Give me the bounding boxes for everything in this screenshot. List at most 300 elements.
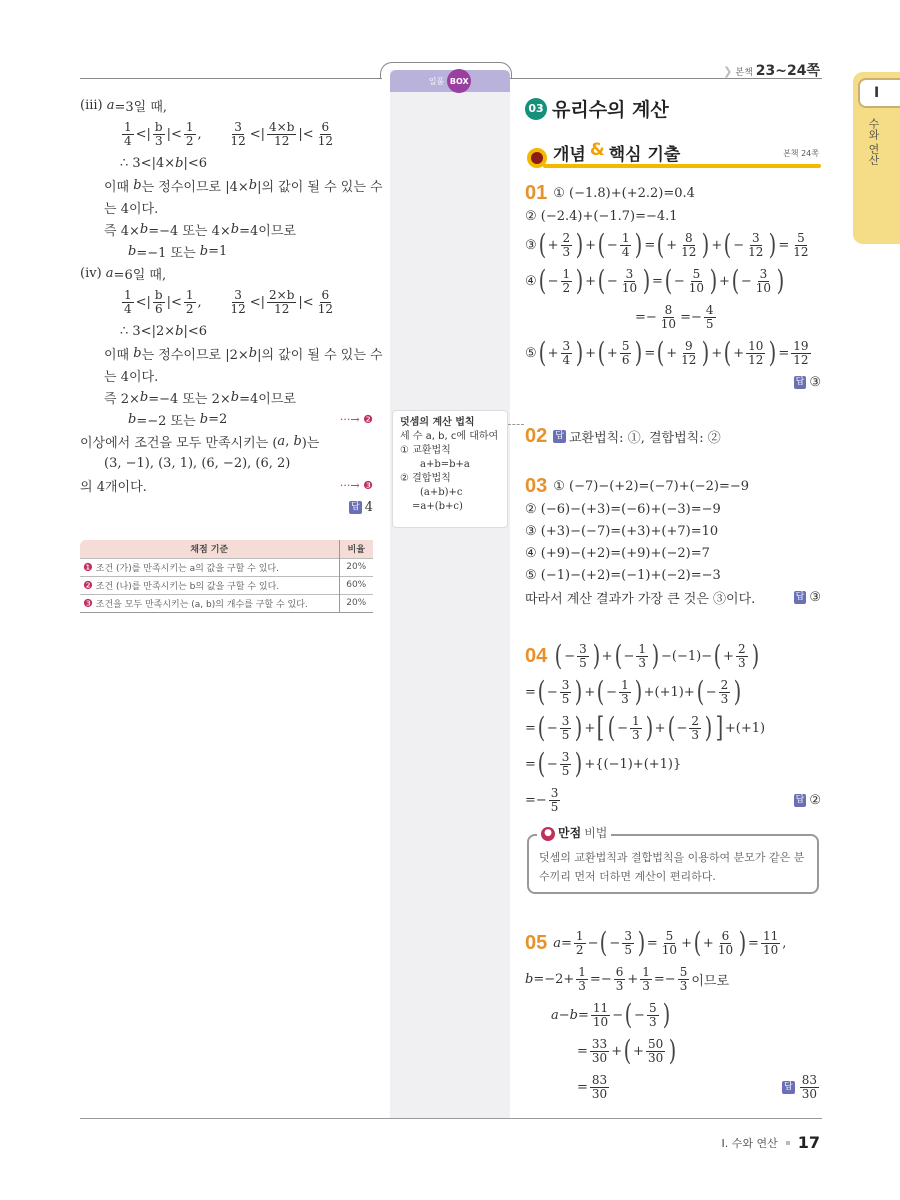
math-text: ∴ 3<|4× xyxy=(120,155,176,171)
fraction xyxy=(590,1074,609,1101)
math-line xyxy=(525,746,821,782)
numerator: 3 xyxy=(625,266,634,281)
table-row xyxy=(80,594,373,612)
math-text: ④ xyxy=(525,273,537,289)
math-text: = xyxy=(652,273,663,289)
math-text: + xyxy=(711,237,723,253)
math-text: = xyxy=(778,345,790,361)
big-bracket: ) xyxy=(575,228,584,261)
math-text: ③ xyxy=(809,374,821,390)
fraction xyxy=(184,121,196,148)
numerator: 1 xyxy=(185,119,194,134)
math-text: + xyxy=(702,935,714,951)
denominator: 12 xyxy=(274,133,290,148)
math-text: + xyxy=(666,345,678,361)
big-bracket: ) xyxy=(702,228,710,261)
denominator: 30 xyxy=(801,1086,817,1101)
math-text: = xyxy=(525,684,536,700)
numerator: 3 xyxy=(550,785,559,800)
big-bracket: ) xyxy=(738,926,747,959)
math-line xyxy=(80,262,373,284)
denominator: 2 xyxy=(185,133,194,148)
math-text: ③ (+3)−(−7)=(+3)+(+7)=10 xyxy=(525,523,719,539)
math-text: − xyxy=(564,648,576,664)
math-text: 즉 2× xyxy=(104,391,140,407)
numerator: 83 xyxy=(801,1072,817,1087)
fraction xyxy=(561,340,573,367)
numerator: 1 xyxy=(621,230,630,245)
math-text: + xyxy=(584,720,596,736)
step-marker: ···→ ❷ xyxy=(339,412,373,426)
big-bracket: ( xyxy=(667,711,675,744)
fraction xyxy=(630,715,642,742)
numerator: 4×b xyxy=(269,119,295,134)
denominator: 3 xyxy=(615,978,624,993)
denominator: 3 xyxy=(691,727,699,742)
denominator: 2 xyxy=(575,942,584,957)
denominator: 3 xyxy=(642,978,650,993)
criteria-text: 조건 (가)를 만족시키는 a의 값을 구할 수 있다. xyxy=(95,563,279,574)
step-marker: ❸ xyxy=(83,596,93,610)
math-text: <| xyxy=(135,126,151,142)
math-line xyxy=(80,116,373,152)
math-line xyxy=(525,371,821,393)
answer-group xyxy=(349,500,373,515)
numerator: 2 xyxy=(737,641,746,656)
math-text: = xyxy=(644,345,656,361)
big-bracket: ] xyxy=(715,711,724,744)
math-text: − xyxy=(623,648,635,664)
numerator: 11 xyxy=(762,928,779,943)
variable: a xyxy=(105,265,114,281)
math-text: 따라서 계산 결과가 가장 큰 것은 ③이다. xyxy=(525,591,756,607)
math-text: − xyxy=(558,1007,570,1023)
numerator: 6 xyxy=(721,928,730,943)
math-line xyxy=(525,564,821,586)
addition-laws-box xyxy=(392,410,508,528)
problem-02 xyxy=(525,425,821,448)
math-line xyxy=(525,997,821,1033)
big-bracket: ( xyxy=(596,675,605,708)
math-text: − xyxy=(617,720,629,736)
math-text: =−2 또는 xyxy=(136,413,200,429)
math-text: + xyxy=(654,720,666,736)
fraction xyxy=(228,121,247,148)
math-line xyxy=(525,542,821,564)
math-text: + xyxy=(633,1043,644,1059)
step-marker: ···→ ❸ xyxy=(339,478,373,492)
math-text: −(−1)− xyxy=(661,648,713,664)
box-line: 세 수 a, b, c에 대하여 xyxy=(400,431,499,442)
numerator: 5 xyxy=(679,964,688,979)
big-bracket: ) xyxy=(668,1034,677,1067)
math-text: 교환법칙: ①, 결합법칙: ② xyxy=(568,431,721,446)
ratio-value: 20% xyxy=(339,558,373,576)
math-text: = xyxy=(561,935,572,951)
denominator: 5 xyxy=(561,727,570,742)
big-bracket: ( xyxy=(693,926,702,959)
numerator: 1 xyxy=(124,119,132,134)
footer-separator xyxy=(786,1141,790,1145)
answer-group xyxy=(794,793,821,808)
fraction xyxy=(622,930,634,957)
math-text: + xyxy=(585,237,596,253)
math-text: + xyxy=(611,1043,623,1059)
criteria-text: 조건을 모두 만족시키는 (a, b)의 개수를 구할 수 있다. xyxy=(95,599,308,610)
denominator: 3 xyxy=(154,133,163,148)
math-line xyxy=(80,342,383,364)
fraction xyxy=(761,930,780,957)
denominator: 10 xyxy=(661,942,678,957)
math-text: = xyxy=(577,1079,588,1095)
denominator: 3 xyxy=(737,655,746,670)
fraction xyxy=(591,1002,610,1029)
math-line xyxy=(80,386,373,408)
section-title-text: 유리수의 계산 xyxy=(552,99,669,121)
fraction xyxy=(704,304,716,331)
math-text: 4 xyxy=(364,499,373,515)
tip-title-a: 만점 xyxy=(558,826,582,840)
answer-badge: 답 xyxy=(795,376,805,387)
numerator: 3 xyxy=(624,928,632,943)
numerator: 5 xyxy=(665,928,674,943)
math-text: =−4 또는 4× xyxy=(148,223,231,239)
math-text: ① (−1.8)+(+2.2)=0.4 xyxy=(553,186,695,201)
concept-header xyxy=(525,138,821,170)
big-bracket: ( xyxy=(623,1034,632,1067)
fraction xyxy=(614,966,626,993)
big-bracket: ( xyxy=(554,639,563,672)
variable: b xyxy=(128,411,137,427)
fraction xyxy=(678,966,690,993)
big-bracket: ( xyxy=(723,336,732,369)
math-text: ③ xyxy=(525,237,537,253)
denominator: 12 xyxy=(793,352,809,367)
big-bracket: ( xyxy=(696,675,705,708)
numerator: 2 xyxy=(720,677,729,692)
denominator: 4 xyxy=(124,301,132,316)
variable: b xyxy=(248,345,258,361)
math-text: − xyxy=(547,273,559,289)
step-marker: ❶ xyxy=(83,560,93,574)
denominator: 12 xyxy=(748,244,764,259)
math-text: , xyxy=(285,433,294,449)
fraction xyxy=(791,340,810,367)
fraction xyxy=(316,121,335,148)
box-header xyxy=(390,70,510,92)
numerator: 8 xyxy=(664,302,673,317)
numerator: 83 xyxy=(591,1072,608,1087)
box-line: ② 결합법칙 xyxy=(400,473,451,484)
math-text: − xyxy=(546,720,558,736)
chevron-right-icon: ❯ xyxy=(723,65,733,78)
fraction xyxy=(736,643,748,670)
math-text: =−1 또는 xyxy=(136,245,200,261)
fraction xyxy=(689,715,701,742)
fraction xyxy=(620,268,639,295)
math-text: − xyxy=(673,273,685,289)
math-text: ∴ 3<|2× xyxy=(120,323,176,339)
math-line xyxy=(553,926,821,959)
fraction xyxy=(561,232,573,259)
numerator: 5 xyxy=(621,338,630,353)
fraction xyxy=(640,966,652,993)
math-text: =4이므로 xyxy=(239,391,296,407)
math-text: − xyxy=(705,684,717,700)
math-text: , xyxy=(782,935,787,951)
concept-label-a: 개념 xyxy=(553,145,586,165)
fraction xyxy=(619,679,631,706)
math-text: =−4 또는 2× xyxy=(148,391,231,407)
variable: a xyxy=(277,433,286,449)
numerator: 10 xyxy=(748,338,764,353)
denominator: 10 xyxy=(660,316,677,331)
variable: a xyxy=(106,97,115,113)
ref-pages: 23~24쪽 xyxy=(755,63,820,79)
answer-badge: 답 xyxy=(351,501,360,512)
problem-01 xyxy=(525,182,821,393)
box-title: 덧셈의 계산 법칙 xyxy=(400,417,475,428)
math-line xyxy=(80,152,373,174)
numerator: 5 xyxy=(797,230,805,245)
math-text: <| xyxy=(135,294,151,310)
math-text: − xyxy=(609,935,621,951)
fraction xyxy=(746,232,765,259)
numerator: 3 xyxy=(751,230,760,245)
variable: a xyxy=(551,1007,559,1023)
math-text: 는 정수이므로 |2× xyxy=(141,347,249,363)
math-line xyxy=(525,674,821,710)
box-line: (a+b)+c xyxy=(420,487,463,498)
fraction xyxy=(746,340,765,367)
math-line xyxy=(80,174,383,196)
denominator: 10 xyxy=(755,280,772,295)
fraction xyxy=(687,268,706,295)
variable: b xyxy=(230,221,240,237)
numerator: 3 xyxy=(759,266,768,281)
big-bracket: ) xyxy=(704,711,713,744)
fraction xyxy=(560,751,572,778)
math-text: + xyxy=(711,345,723,361)
math-text: |< xyxy=(298,294,314,310)
box-label: BOX xyxy=(447,69,471,93)
chapter-tab[interactable] xyxy=(853,72,900,244)
problem-number: 01 xyxy=(525,182,548,204)
big-bracket: ) xyxy=(776,264,785,297)
big-bracket: ) xyxy=(769,228,777,261)
page-reference xyxy=(723,60,820,80)
fraction xyxy=(719,679,731,706)
math-text: =3일 때, xyxy=(114,99,168,115)
numerator: 1 xyxy=(638,641,647,656)
fraction xyxy=(636,643,648,670)
denominator: 12 xyxy=(317,133,333,148)
footer-chapter: I. 수와 연산 xyxy=(721,1136,778,1150)
math-text: − xyxy=(740,273,752,289)
math-text: + xyxy=(681,935,692,951)
math-text: = xyxy=(525,756,536,772)
math-line xyxy=(80,218,373,240)
math-text: |< xyxy=(298,126,314,142)
variable: b xyxy=(199,411,209,427)
fraction xyxy=(122,289,134,316)
variable: b xyxy=(175,323,184,339)
numerator: 8 xyxy=(684,230,693,245)
math-text: 이때 xyxy=(104,179,134,195)
big-bracket: ( xyxy=(656,228,665,261)
big-bracket: ( xyxy=(597,264,606,297)
concept-ref: 본책 24쪽 xyxy=(783,149,819,158)
fraction xyxy=(153,289,165,316)
fraction xyxy=(267,289,296,316)
chapter-roman: I xyxy=(858,78,900,108)
denominator: 5 xyxy=(561,691,570,706)
denominator: 30 xyxy=(591,1086,608,1101)
numerator: 6 xyxy=(615,964,624,979)
fraction xyxy=(660,930,679,957)
math-text: ③ xyxy=(809,589,821,605)
math-text: =1 xyxy=(208,243,228,259)
math-text: = xyxy=(778,237,790,253)
math-text: + xyxy=(547,345,559,361)
math-text: +(+1) xyxy=(724,720,766,736)
fraction xyxy=(590,1038,609,1065)
math-line xyxy=(80,430,373,452)
denominator: 3 xyxy=(632,727,640,742)
math-line xyxy=(80,364,373,386)
big-bracket: ( xyxy=(597,228,606,261)
denominator: 12 xyxy=(230,301,246,316)
variable: b xyxy=(230,389,240,405)
numerator: 5 xyxy=(692,266,701,281)
math-line xyxy=(80,408,373,430)
variable: b xyxy=(139,221,149,237)
fraction xyxy=(577,643,589,670)
math-text: + xyxy=(547,237,559,253)
math-text: 의 4개이다. xyxy=(80,479,147,495)
math-text: =2 xyxy=(208,411,228,427)
denominator: 5 xyxy=(561,763,570,778)
lightbulb-icon: ● xyxy=(541,827,555,841)
big-bracket: ) xyxy=(635,228,643,261)
math-text: =4이므로 xyxy=(239,223,296,239)
big-bracket: ) xyxy=(637,926,646,959)
math-line xyxy=(525,498,821,520)
numerator: 1 xyxy=(562,266,571,281)
concept-label-b: 핵심 기출 xyxy=(608,145,681,165)
fraction xyxy=(620,232,632,259)
denominator: 4 xyxy=(621,244,630,259)
math-text: =− xyxy=(635,309,657,325)
math-text: , xyxy=(197,126,227,142)
math-text: ⑤ xyxy=(525,345,537,361)
fraction xyxy=(659,304,678,331)
fraction xyxy=(576,966,588,993)
ref-prefix: 본책 xyxy=(735,68,753,78)
variable: b xyxy=(139,389,149,405)
math-line xyxy=(525,782,821,818)
math-text: |의 값이 될 수 있는 수 xyxy=(257,179,383,195)
side-box-column xyxy=(390,70,510,1118)
math-text: 이므로 xyxy=(691,973,730,989)
denominator: 6 xyxy=(154,301,163,316)
fraction xyxy=(560,679,572,706)
numerator: 1 xyxy=(575,928,584,943)
big-bracket: ( xyxy=(664,264,673,297)
math-text: =−2+ xyxy=(533,971,575,987)
denominator: 30 xyxy=(591,1050,608,1065)
math-text: =− xyxy=(589,971,612,987)
denominator: 10 xyxy=(688,280,705,295)
denominator: 5 xyxy=(624,942,632,957)
numerator: 2×b xyxy=(269,287,295,302)
denominator: 12 xyxy=(230,133,246,148)
answer-badge: 답 xyxy=(784,1081,793,1092)
math-text: ② (−6)−(+3)=(−6)+(−3)=−9 xyxy=(525,501,721,517)
math-text: + xyxy=(585,273,596,289)
math-line xyxy=(80,320,373,342)
denominator: 12 xyxy=(681,244,697,259)
big-bracket: ( xyxy=(614,639,622,672)
variable: b xyxy=(569,1007,578,1023)
big-bracket: ) xyxy=(575,711,583,744)
math-text: = xyxy=(577,1043,588,1059)
big-bracket: ) xyxy=(642,264,651,297)
math-line xyxy=(525,1033,821,1069)
denominator: 12 xyxy=(748,352,764,367)
numerator: 1 xyxy=(632,713,640,728)
big-bracket: ) xyxy=(702,336,710,369)
math-text: (iii) xyxy=(80,97,107,113)
denominator: 6 xyxy=(621,352,630,367)
table-row xyxy=(80,558,373,576)
fraction xyxy=(647,1002,659,1029)
numerator: 33 xyxy=(591,1036,608,1051)
math-text: ④ (+9)−(+2)=(+9)+(−2)=7 xyxy=(525,545,710,561)
math-text: =6일 때, xyxy=(113,267,167,283)
footer xyxy=(721,1133,820,1152)
math-text: |의 값이 될 수 있는 수 xyxy=(257,347,383,363)
big-bracket: ( xyxy=(600,926,608,959)
numerator: 2 xyxy=(691,713,699,728)
denominator: 3 xyxy=(720,691,729,706)
step-marker: ❷ xyxy=(83,578,93,592)
math-line xyxy=(80,496,373,518)
math-line xyxy=(525,263,821,299)
box-line: ① 교환법칙 xyxy=(400,445,451,456)
big-bracket: ) xyxy=(751,639,759,672)
math-line xyxy=(80,240,373,262)
footer-rule xyxy=(80,1118,822,1119)
big-bracket: ( xyxy=(537,747,546,780)
math-line xyxy=(525,205,821,227)
big-bracket: ) xyxy=(662,998,670,1031)
numerator: 11 xyxy=(592,1000,609,1015)
math-line xyxy=(553,186,821,201)
page-number: 17 xyxy=(797,1133,820,1152)
fraction xyxy=(267,121,296,148)
denominator: 10 xyxy=(592,1014,609,1029)
big-bracket: ( xyxy=(607,711,616,744)
variable: a xyxy=(553,935,562,951)
math-text: ⑤ (−1)−(+2)=(−1)+(−2)=−3 xyxy=(525,567,721,583)
answer-badge: 답 xyxy=(555,431,564,441)
denominator: 5 xyxy=(579,655,587,670)
denominator: 12 xyxy=(681,352,697,367)
answer-group xyxy=(794,375,821,390)
math-text: − xyxy=(606,684,618,700)
math-text: − xyxy=(612,1007,624,1023)
